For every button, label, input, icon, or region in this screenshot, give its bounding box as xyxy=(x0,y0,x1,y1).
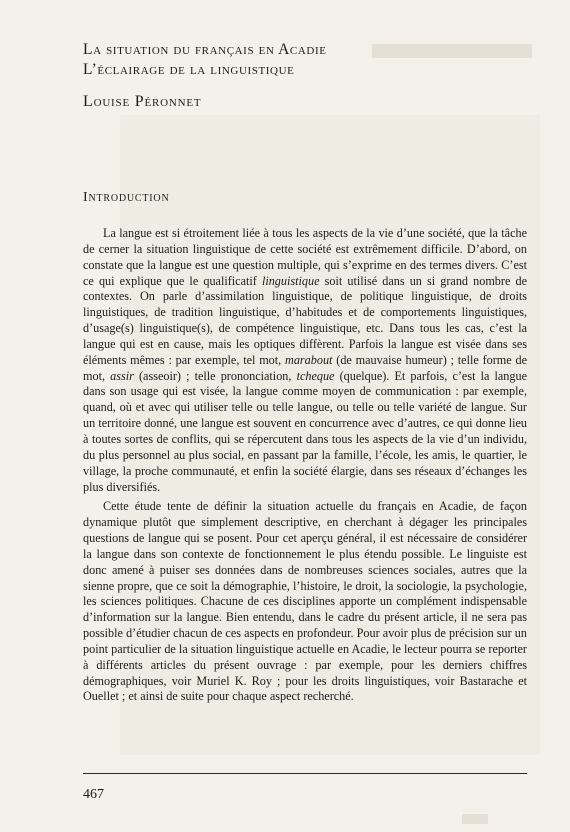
paragraph-text: La langue est si étroitement liée à tous les aspects de la vie d’une société, que la tâche de cerner la situation linguistique de cette société est extrêmement difficile. D’abord, on constate que la langue est une question multiple, qui s’exprime en des termes divers. C’est ce qui explique que le qualificatif xyxy=(83,226,527,288)
paragraph-text: soit utilisé dans un si grand nombre de contextes. On parle d’assimilation linguistique, de politique linguistique, de droits linguistiques, de tradition linguistique, d’habitudes et de comportements linguistiques, d’usage(s) linguistique(s), de compétence linguistique, etc. Dans tous les cas, c’est la langue qui est en cause, mais les optiques diffèrent. Parfois la langue est visée dans ses éléments mêmes : par exemple, tel mot, xyxy=(83,273,527,367)
footer-rule xyxy=(83,773,527,774)
section-heading: Introduction xyxy=(83,190,170,205)
italic-term: linguistique xyxy=(261,273,320,288)
paragraph xyxy=(83,226,527,495)
italic-term: marabout xyxy=(285,352,333,367)
italic-term: tcheque xyxy=(296,368,335,383)
author-name: Louise Péronnet xyxy=(83,93,202,110)
page-number: 467 xyxy=(83,787,104,802)
show-through-page-number xyxy=(462,814,488,824)
chapter-title-line-1: La situation du français en Acadie xyxy=(83,41,327,58)
paragraph-text: Cette étude tente de définir la situation actuelle du français en Acadie, de façon dynamique plutôt que simplement descriptive, en cherchant à dégager les principales questions de langue qui se posent. Pour cet aperçu général, il est nécessaire de considérer la langue dans son contexte de fonctionnement le plus étendu possible. Le linguiste est donc amené à puiser ses données dans de nombreuses sciences sociales, autres que la sienne propre, que ce soit la démographie, l’histoire, le droit, la sociologie, la psychologie, les sciences politiques. Chacune de ces disciplines apporte un complément indispensable d’information sur la langue. Bien entendu, dans le cadre du présent article, il ne sera pas possible d’étudier chacun de ces aspects en profondeur. Pour avoir plus de précision sur un point particulier de la situation linguistique actuelle en Acadie, le lecteur pourra se reporter à différents articles du présent ouvrage : par exemple, pour les derniers chiffres démographiques, voir Muriel K. Roy ; pour les droits linguistiques, voir Bastarache et Ouellet ; et ainsi de suite pour chaque aspect recherché. xyxy=(83,499,527,704)
paragraph-text: (de mauvaise humeur) ; telle forme de mot, xyxy=(83,352,527,383)
chapter-title-line-2: L’éclairage de la linguistique xyxy=(83,61,295,78)
body-text xyxy=(83,226,527,709)
paragraph-text: (quelque). Et parfois, c’est la langue dans son usage qui est visée, la langue comme moyen de communication : par exemple, quand, où et avec qui utiliser telle ou telle langue, ou telle ou telle variété de langue. Sur un territoire donné, une langue est souvent en concurrence avec d’autres, ce qui donne lieu à toutes sortes de conflits, qui se répercutent dans tous les aspects de la vie d’un individu, du plus personnel au plus social, en passant par la famille, l’école, les amis, le quartier, le village, la proche communauté, et enfin la société élargie, dans ses réseaux d’échanges les plus diversifiés. xyxy=(83,368,527,494)
paragraph xyxy=(83,499,527,705)
paragraph-text: (asseoir) ; telle prononciation, xyxy=(133,368,297,383)
chapter-title xyxy=(83,40,327,80)
show-through-header xyxy=(372,44,532,58)
italic-term: assir xyxy=(110,368,134,383)
